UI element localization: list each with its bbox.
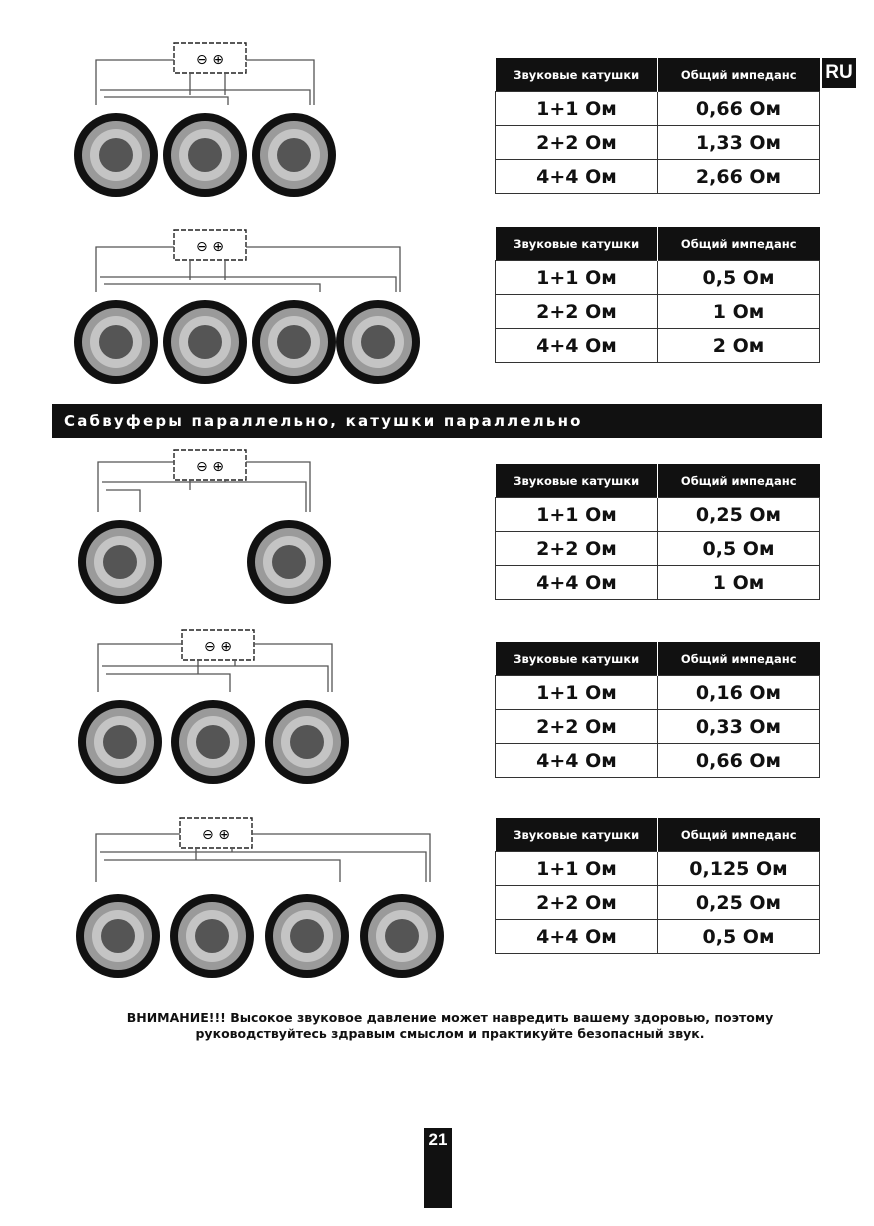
header-coils: Звуковые катушки (496, 58, 658, 92)
speaker (265, 700, 349, 784)
language-badge: RU (822, 58, 856, 88)
svg-text:⊖ ⊕: ⊖ ⊕ (202, 827, 230, 843)
impedance-table-2 (495, 227, 820, 363)
header-coils: Звуковые катушки (496, 818, 658, 852)
header-impedance: Общий импеданс (658, 58, 820, 92)
speaker (78, 700, 162, 784)
impedance-table-4 (495, 642, 820, 778)
table-row: 4+4 Ом 2 Ом (496, 329, 820, 363)
table-row: 1+1 Ом 0,66 Ом (496, 92, 820, 126)
speaker (74, 113, 158, 197)
speaker (265, 894, 349, 978)
svg-text:⊖ ⊕: ⊖ ⊕ (196, 459, 224, 475)
table-row: 1+1 Ом 0,25 Ом (496, 498, 820, 532)
table-row: 4+4 Ом 1 Ом (496, 566, 820, 600)
header-impedance: Общий импеданс (658, 227, 820, 261)
header-impedance: Общий импеданс (658, 642, 820, 676)
header-coils: Звуковые катушки (496, 642, 658, 676)
table-row: 2+2 Ом 0,33 Ом (496, 710, 820, 744)
table-row: 2+2 Ом 0,25 Ом (496, 886, 820, 920)
svg-text:⊖ ⊕: ⊖ ⊕ (196, 239, 224, 255)
warning-line-2: руководствуйтесь здравым смыслом и практикуйте безопасный звук. (195, 1026, 705, 1041)
speaker (78, 520, 162, 604)
wiring-diagram-3 (60, 442, 360, 617)
speaker (76, 894, 160, 978)
impedance-table-1 (495, 58, 820, 194)
amp-terminal-block (182, 630, 254, 660)
speaker (336, 300, 420, 384)
speaker (252, 300, 336, 384)
impedance-table-5 (495, 818, 820, 954)
wiring-diagram-4 (60, 622, 420, 797)
speaker (252, 113, 336, 197)
svg-text:⊖ ⊕: ⊖ ⊕ (204, 639, 232, 655)
speaker (163, 300, 247, 384)
speaker (247, 520, 331, 604)
header-coils: Звуковые катушки (496, 464, 658, 498)
warning-line-1: ВНИМАНИЕ!!! Высокое звуковое давление может навредить вашему здоровью, поэтому (126, 1010, 774, 1025)
header-impedance: Общий импеданс (658, 464, 820, 498)
table-row: 2+2 Ом 1 Ом (496, 295, 820, 329)
table-row: 2+2 Ом 0,5 Ом (496, 532, 820, 566)
wiring-diagram-2 (60, 222, 440, 397)
header-impedance: Общий импеданс (658, 818, 820, 852)
speaker (170, 894, 254, 978)
amp-terminal-block (174, 450, 246, 480)
svg-text:⊖ ⊕: ⊖ ⊕ (196, 52, 224, 68)
table-row: 4+4 Ом 2,66 Ом (496, 160, 820, 194)
section-title: Сабвуферы параллельно, катушки параллельно (52, 404, 822, 438)
table-row: 1+1 Ом 0,125 Ом (496, 852, 820, 886)
amp-terminal-block (174, 43, 246, 73)
speaker (171, 700, 255, 784)
speaker (163, 113, 247, 197)
table-row: 4+4 Ом 0,66 Ом (496, 744, 820, 778)
wiring-diagram-1 (60, 35, 420, 210)
amp-terminal-block (174, 230, 246, 260)
amp-terminal-block (180, 818, 252, 848)
page-number: 21 (424, 1128, 452, 1208)
table-row: 2+2 Ом 1,33 Ом (496, 126, 820, 160)
table-row: 1+1 Ом 0,16 Ом (496, 676, 820, 710)
impedance-table-3 (495, 464, 820, 600)
wiring-diagram-5 (60, 810, 450, 990)
speaker (74, 300, 158, 384)
table-row: 1+1 Ом 0,5 Ом (496, 261, 820, 295)
speaker (360, 894, 444, 978)
table-row: 4+4 Ом 0,5 Ом (496, 920, 820, 954)
safety-warning (100, 1010, 800, 1042)
header-coils: Звуковые катушки (496, 227, 658, 261)
